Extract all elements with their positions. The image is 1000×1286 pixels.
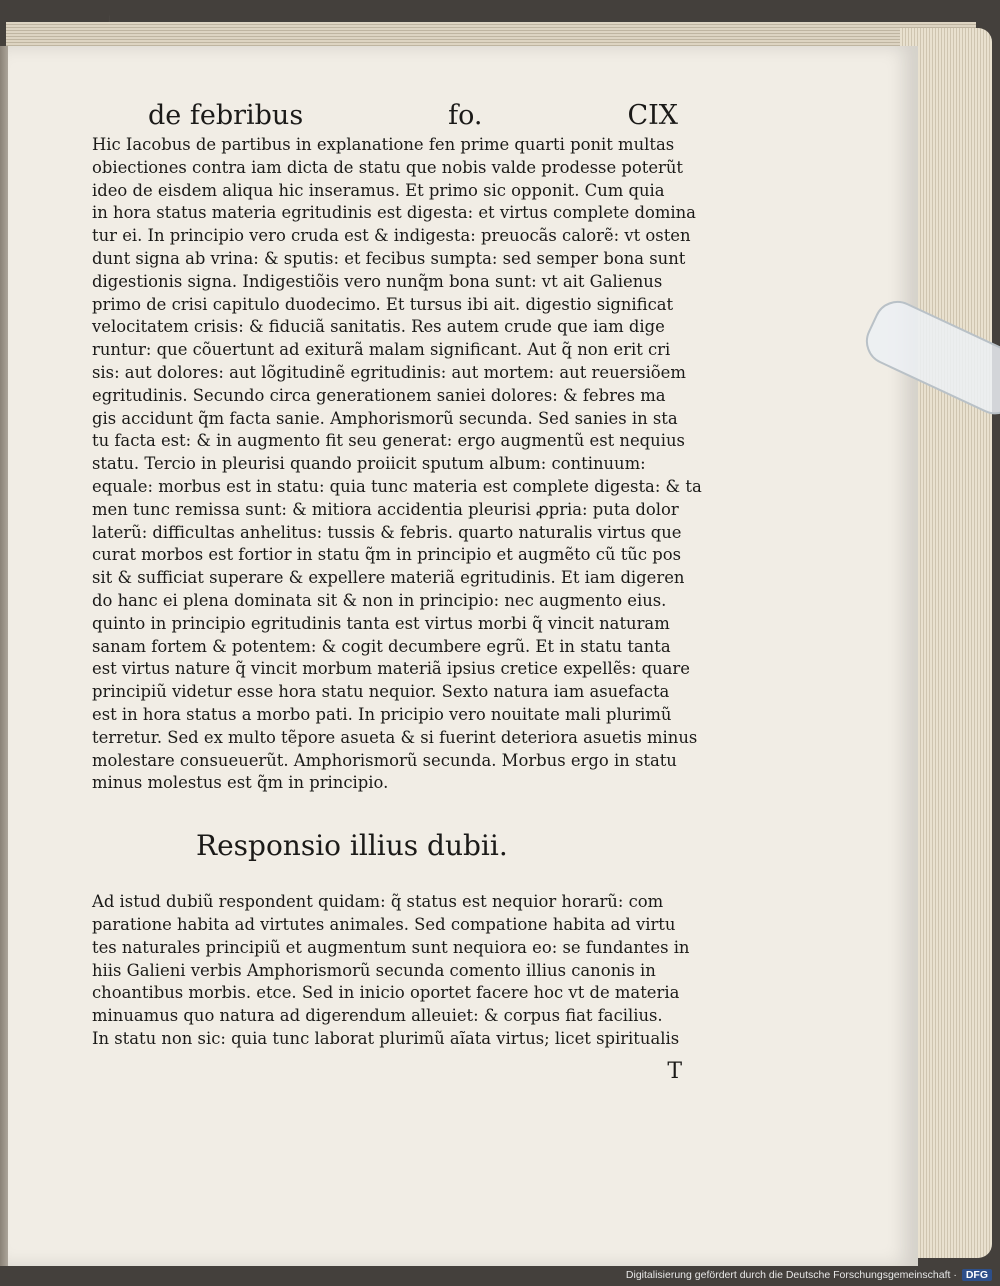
text-line: est virtus nature q̃ vincit morbum materiã ipsius cretice expellẽs: quare: [92, 659, 690, 679]
text-line: tes naturales principiũ et augmentum sunt nequiora eo: se fundantes in: [92, 937, 690, 957]
text-line: velocitatem crisis: & fiduciã sanitatis. Res autem crude que iam dige: [92, 317, 665, 337]
text-line: sis: aut dolores: aut lõgitudinẽ egritudinis: aut mortem: aut reuersiõem: [92, 362, 686, 382]
text-line: ideo de eisdem aliqua hic inseramus. Et primo sic opponit. Cum quia: [92, 180, 665, 200]
dfg-logo: DFG: [962, 1269, 992, 1281]
text-line: runtur: que cõuertunt ad exiturã malam significant. Aut q̃ non erit cri: [92, 340, 671, 360]
text-line: Hic Iacobus de partibus in explanatione fen prime quarti ponit multas: [92, 135, 675, 154]
text-line: In statu non sic: quia tunc laborat plurimũ aĩata virtus; licet spiritualis: [92, 1028, 680, 1048]
text-line: primo de crisi capitulo duodecimo. Et tursus ibi ait. digestio significat: [92, 294, 674, 314]
paragraph-2: [92, 891, 712, 1051]
text-line: est in hora status a morbo pati. In pricipio vero nouitate mali plurimũ: [92, 704, 672, 724]
text-line: curat morbos est fortior in statu q̃m in principio et augmẽto cũ tũc pos: [92, 545, 682, 565]
running-header: [148, 100, 678, 132]
text-line: quinto in principio egritudinis tanta est virtus morbi q̃ vincit naturam: [92, 613, 670, 633]
text-line: hiis Galieni verbis Amphorismorũ secunda comento illius canonis in: [92, 960, 656, 980]
text-line: sit & sufficiat superare & expellere materiã egritudinis. Et iam digeren: [92, 568, 685, 588]
header-left: de febribus: [148, 100, 304, 131]
text-line: equale: morbus est in statu: quia tunc materia est complete digesta: & ta: [92, 476, 702, 496]
text-line: molestare consueuerũt. Amphorismorũ secunda. Morbus ergo in statu: [92, 750, 677, 770]
footer-credit: Digitalisierung gefördert durch die Deutsche Forschungsgemeinschaft ·: [625, 1269, 957, 1281]
text-line: obiectiones contra iam dicta de statu que nobis valde prodesse poterũt: [92, 157, 683, 177]
text-line: men tunc remissa sunt: & mitiora accidentia pleurisi ꝓpria: puta dolor: [92, 499, 679, 519]
text-line: tu facta est: & in augmento fit seu generat: ergo augmentũ est nequius: [92, 431, 685, 451]
text-line: minus molestus est q̃m in principio.: [92, 773, 389, 793]
paragraph-1: [92, 134, 712, 795]
text-line: gis accidunt q̃m facta sanie. Amphorismorũ secunda. Sed sanies in sta: [92, 408, 678, 428]
text-line: sanam fortem & potentem: & cogit decumbere egrũ. Et in statu tanta: [92, 636, 671, 656]
text-line: tur ei. In principio vero cruda est & indigesta: preuocãs calorẽ: vt osten: [92, 226, 691, 246]
text-line: do hanc ei plena dominata sit & non in principio: nec augmento eius.: [92, 590, 667, 610]
text-line: dunt signa ab vrina: & sputis: et fecibus sumpta: sed semper bona sunt: [92, 248, 686, 268]
text-line: choantibus morbis. etce. Sed in inicio oportet facere hoc vt de materia: [92, 983, 680, 1003]
text-line: minuamus quo natura ad digerendum alleuiet: & corpus fiat facilius.: [92, 1006, 663, 1026]
text-line: laterũ: difficultas anhelitus: tussis & febris. quarto naturalis virtus que: [92, 522, 682, 542]
text-line: paratione habita ad virtutes animales. Sed compatione habita ad virtu: [92, 914, 676, 934]
text-line: digestionis signa. Indigestiõis vero nunq̃m bona sunt: vt ait Galienus: [92, 271, 663, 291]
text-line: statu. Tercio in pleurisi quando proiicit sputum album: continuum:: [92, 454, 646, 474]
text-line: Ad istud dubiũ respondent quidam: q̃ status est nequior horarũ: com: [92, 892, 664, 912]
text-line: egritudinis. Secundo circa generationem saniei dolores: & febres ma: [92, 385, 666, 405]
digitization-footer: [626, 1268, 992, 1282]
page-text: [92, 92, 712, 1083]
catchword: T: [667, 1058, 682, 1084]
header-folio: fo.: [448, 100, 483, 131]
header-number: CIX: [627, 100, 678, 131]
text-line: principiũ videtur esse hora statu nequior. Sexto natura iam asuefacta: [92, 682, 670, 702]
text-line: in hora status materia egritudinis est digesta: et virtus complete domina: [92, 203, 696, 223]
section-heading: Responsio illius dubii.: [196, 829, 508, 863]
text-line: terretur. Sed ex multo tẽpore asueta & si fuerint deteriora asuetis minus: [92, 727, 698, 747]
